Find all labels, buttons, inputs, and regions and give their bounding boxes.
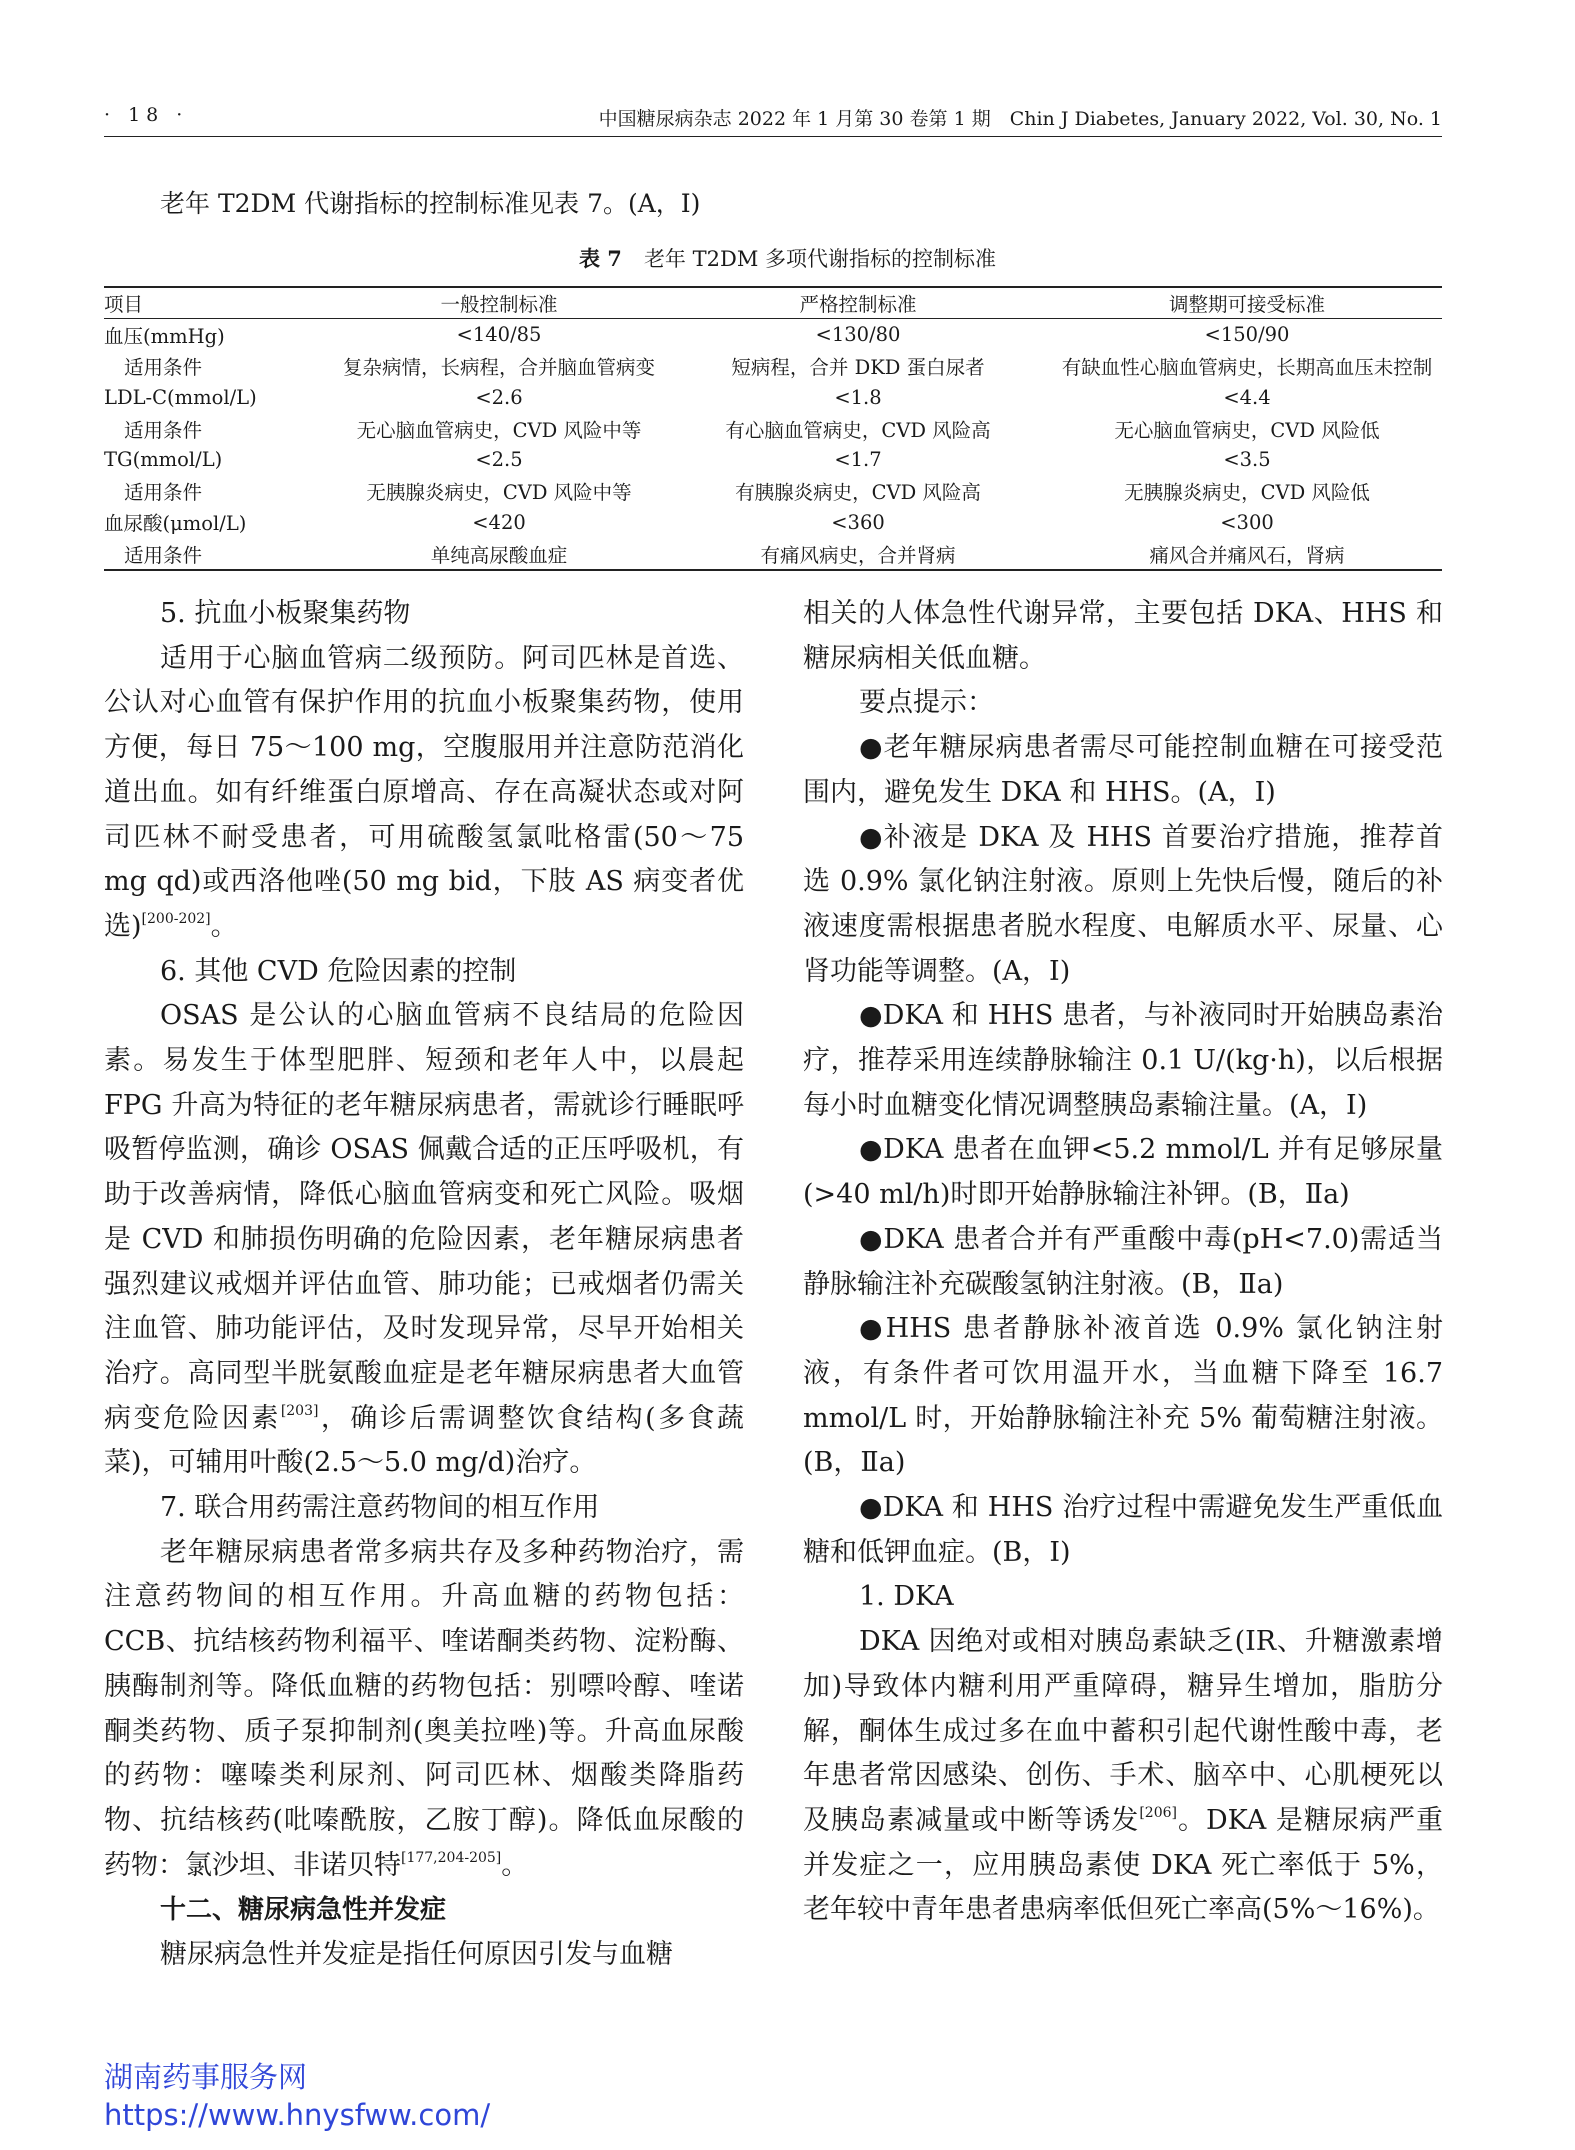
table-cell: <130/80: [815, 323, 901, 347]
table-row: [104, 319, 1442, 351]
table-cell: <3.5: [1223, 448, 1271, 472]
table-cell: 无心脑血管病史，CVD 风险低: [1114, 418, 1380, 442]
paragraph: OSAS 是公认的心脑血管病不良结局的危险因素。易发生于体型肥胖、短颈和老年人中，以晨起 FPG 升高为特征的老年糖尿病患者，需就诊行睡眠呼吸暂停监测，确诊 OSAS 佩戴合适的正压呼吸机，有助于改善病情，降低心脑血管病变和死亡风险。吸烟是 CVD 和肺损伤明确的危险因素，老年糖尿病患者强烈建议戒烟并评估血管、肺功能；已戒烟者仍需关注血管、肺功能评估，及时发现异常，尽早开始相关治疗。高同型半胱氨酸血症是老年糖尿病患者大血管病变危险因素[203]，确诊后需调整饮食结构(多食蔬菜)，可辅用叶酸(2.5～5.0 mg/d)治疗。: [104, 1000, 744, 1479]
table-cell: <2.6: [475, 385, 523, 409]
table-header-cell: 项目: [104, 287, 334, 319]
table-cell: 无胰腺炎病史，CVD 风险中等: [366, 481, 632, 505]
section-heading: 7. 联合用药需注意药物间的相互作用: [160, 1492, 600, 1524]
table-cell: 适用条件: [124, 418, 203, 442]
paragraph: 相关的人体急性代谢异常，主要包括 DKA、HHS 和糖尿病相关低血糖。: [803, 598, 1443, 674]
table-cell: 无胰腺炎病史，CVD 风险低: [1124, 481, 1370, 505]
table-cell: 有胰腺炎病史，CVD 风险高: [735, 481, 981, 505]
table-header-cell: 一般控制标准: [334, 287, 664, 319]
right-column: [803, 592, 1443, 1933]
citation: [203]: [280, 1402, 319, 1419]
paragraph: 老年糖尿病患者常多病共存及多种药物治疗，需注意药物间的相互作用。升高血糖的药物包括：CCB、抗结核药物利福平、喹诺酮类药物、淀粉酶、胰酶制剂等。降低血糖的药物包括：别嘌呤醇、喹诺酮类药物、质子泵抑制剂(奥美拉唑)等。升高血尿酸的药物：噻嗪类利尿剂、阿司匹林、烟酸类降脂药物、抗结核药(吡嗪酰胺，乙胺丁醇)。降低血尿酸的药物：氯沙坦、非诺贝特[177,204-205]。: [104, 1536, 744, 1881]
paragraph: 适用于心脑血管病二级预防。阿司匹林是首选、公认对心血管有保护作用的抗血小板聚集药物，使用方便，每日 75～100 mg，空腹服用并注意防范消化道出血。如有纤维蛋白原增高、存在高凝状态或对阿司匹林不耐受患者，可用硫酸氢氯吡格雷(50～75 mg qd)或西洛他唑(50 mg bid，下肢 AS 病变者优选)[200-202]。: [104, 642, 744, 942]
table-header-row: [104, 287, 1442, 319]
key-point: ●DKA 患者合并有严重酸中毒(pH<7.0)需适当静脉输注补充碳酸氢钠注射液。(B，Ⅱa): [803, 1223, 1443, 1300]
paragraph: 糖尿病急性并发症是指任何原因引发与血糖: [160, 1939, 673, 1971]
table-cell: <300: [1220, 510, 1274, 534]
key-point: ●DKA 和 HHS 治疗过程中需避免发生严重低血糖和低钾血症。(B，Ⅰ): [803, 1492, 1443, 1568]
journal-citation: 中国糖尿病杂志 2022 年 1 月第 30 卷第 1 期 Chin J Diabetes, January 2022, Vol. 30, No. 1: [598, 108, 1442, 130]
table-cell: 短病程，合并 DKD 蛋白尿者: [731, 355, 985, 379]
citation: [200-202]: [141, 910, 211, 927]
table-label: 表 7: [579, 246, 622, 271]
table-cell: <1.7: [834, 448, 882, 472]
running-header: [104, 100, 1442, 137]
table-cell: 适用条件: [124, 355, 203, 379]
table-cell: 复杂病情，长病程，合并脑血管病变: [342, 355, 655, 379]
watermark: [104, 2058, 490, 2134]
table-cell: <1.8: [834, 385, 882, 409]
citation: [206]: [1139, 1804, 1177, 1821]
key-point: ●DKA 患者在血钾<5.2 mmol/L 并有足够尿量(>40 ml/h)时即开始静脉输注补钾。(B，Ⅱa): [803, 1134, 1443, 1211]
key-point: ●HHS 患者静脉补液首选 0.9% 氯化钠注射液，有条件者可饮用温开水，当血糖下降至 16.7 mmol/L 时，开始静脉输注补充 5% 葡萄糖注射液。(B，Ⅱa): [803, 1313, 1443, 1479]
watermark-url: https://www.hnysfww.com/: [104, 2098, 491, 2132]
table-cell: 有痛风病史，合并肾病: [664, 538, 1052, 570]
table-cell: 有缺血性心脑血管病史，长期高血压未控制: [1061, 355, 1433, 379]
key-points-label: 要点提示：: [859, 687, 994, 719]
paragraph: DKA 因绝对或相对胰岛素缺乏(IR、升糖激素增加)导致体内糖利用严重障碍，糖异生增加，脂肪分解，酮体生成过多在血中蓄积引起代谢性酸中毒，老年患者常因感染、创伤、手术、脑卒中、心肌梗死以及胰岛素减量或中断等诱发[206]。DKA 是糖尿病严重并发症之一，应用胰岛素使 DKA 死亡率低于 5%，老年较中青年患者患病率低但死亡率高(5%～16%)。: [803, 1626, 1444, 1926]
intro-sentence: 老年 T2DM 代谢指标的控制标准见表 7。(A，Ⅰ): [160, 189, 701, 218]
table-cell: <150/90: [1204, 323, 1290, 347]
watermark-name: 湖南药事服务网: [104, 2060, 308, 2094]
table-cell: <4.4: [1223, 385, 1271, 409]
table-row: [104, 444, 1442, 475]
table-cell: 适用条件: [104, 538, 334, 570]
key-point: ●DKA 和 HHS 患者，与补液同时开始胰岛素治疗，推荐采用连续静脉输注 0.1 U/(kg·h)，以后根据每小时血糖变化情况调整胰岛素输注量。(A，Ⅰ): [803, 1000, 1443, 1121]
table-cell: <140/85: [456, 323, 542, 347]
left-column: [104, 592, 744, 1978]
key-point: ●补液是 DKA 及 HHS 首要治疗措施，推荐首选 0.9% 氯化钠注射液。原则上先快后慢，随后的补液速度需根据患者脱水程度、电解质水平、尿量、心肾功能等调整。(A，Ⅰ): [803, 821, 1443, 987]
table-caption: [0, 243, 1575, 273]
page-number: · 18 ·: [104, 104, 189, 126]
table-cell: <420: [472, 510, 526, 534]
table-row: [104, 507, 1442, 538]
chapter-heading: 十二、糖尿病急性并发症: [160, 1895, 447, 1926]
table-cell: 血压(mmHg): [104, 324, 225, 348]
table-cell: <360: [831, 510, 885, 534]
section-heading: 5. 抗血小板聚集药物: [160, 598, 411, 629]
table-cell: 单纯高尿酸血症: [334, 538, 664, 570]
table-row: [104, 538, 1442, 570]
table-header-cell: 严格控制标准: [664, 287, 1052, 319]
table-title: 老年 T2DM 多项代谢指标的控制标准: [643, 247, 996, 271]
section-heading: 1. DKA: [859, 1581, 954, 1613]
table-cell: 痛风合并痛风石，肾病: [1052, 538, 1442, 570]
key-point: ●老年糖尿病患者需尽可能控制血糖在可接受范围内，避免发生 DKA 和 HHS。(A，Ⅰ): [803, 732, 1443, 808]
table-row: [104, 350, 1442, 381]
table-cell: <2.5: [475, 448, 523, 472]
table-row: [104, 382, 1442, 413]
table-cell: 无心脑血管病史，CVD 风险中等: [356, 418, 642, 442]
table-header-cell: 调整期可接受标准: [1052, 287, 1442, 319]
table-cell: TG(mmol/L): [104, 448, 223, 472]
table-cell: 血尿酸(μmol/L): [104, 512, 247, 536]
table-row: [104, 413, 1442, 444]
table-cell: 有心脑血管病史，CVD 风险高: [725, 418, 991, 442]
metabolic-control-table: [104, 286, 1442, 571]
table-cell: 适用条件: [124, 481, 203, 505]
citation: [177,204-205]: [401, 1849, 502, 1866]
section-heading: 6. 其他 CVD 危险因素的控制: [160, 955, 517, 987]
table-cell: LDL-C(mmol/L): [104, 385, 257, 409]
table-row: [104, 475, 1442, 506]
